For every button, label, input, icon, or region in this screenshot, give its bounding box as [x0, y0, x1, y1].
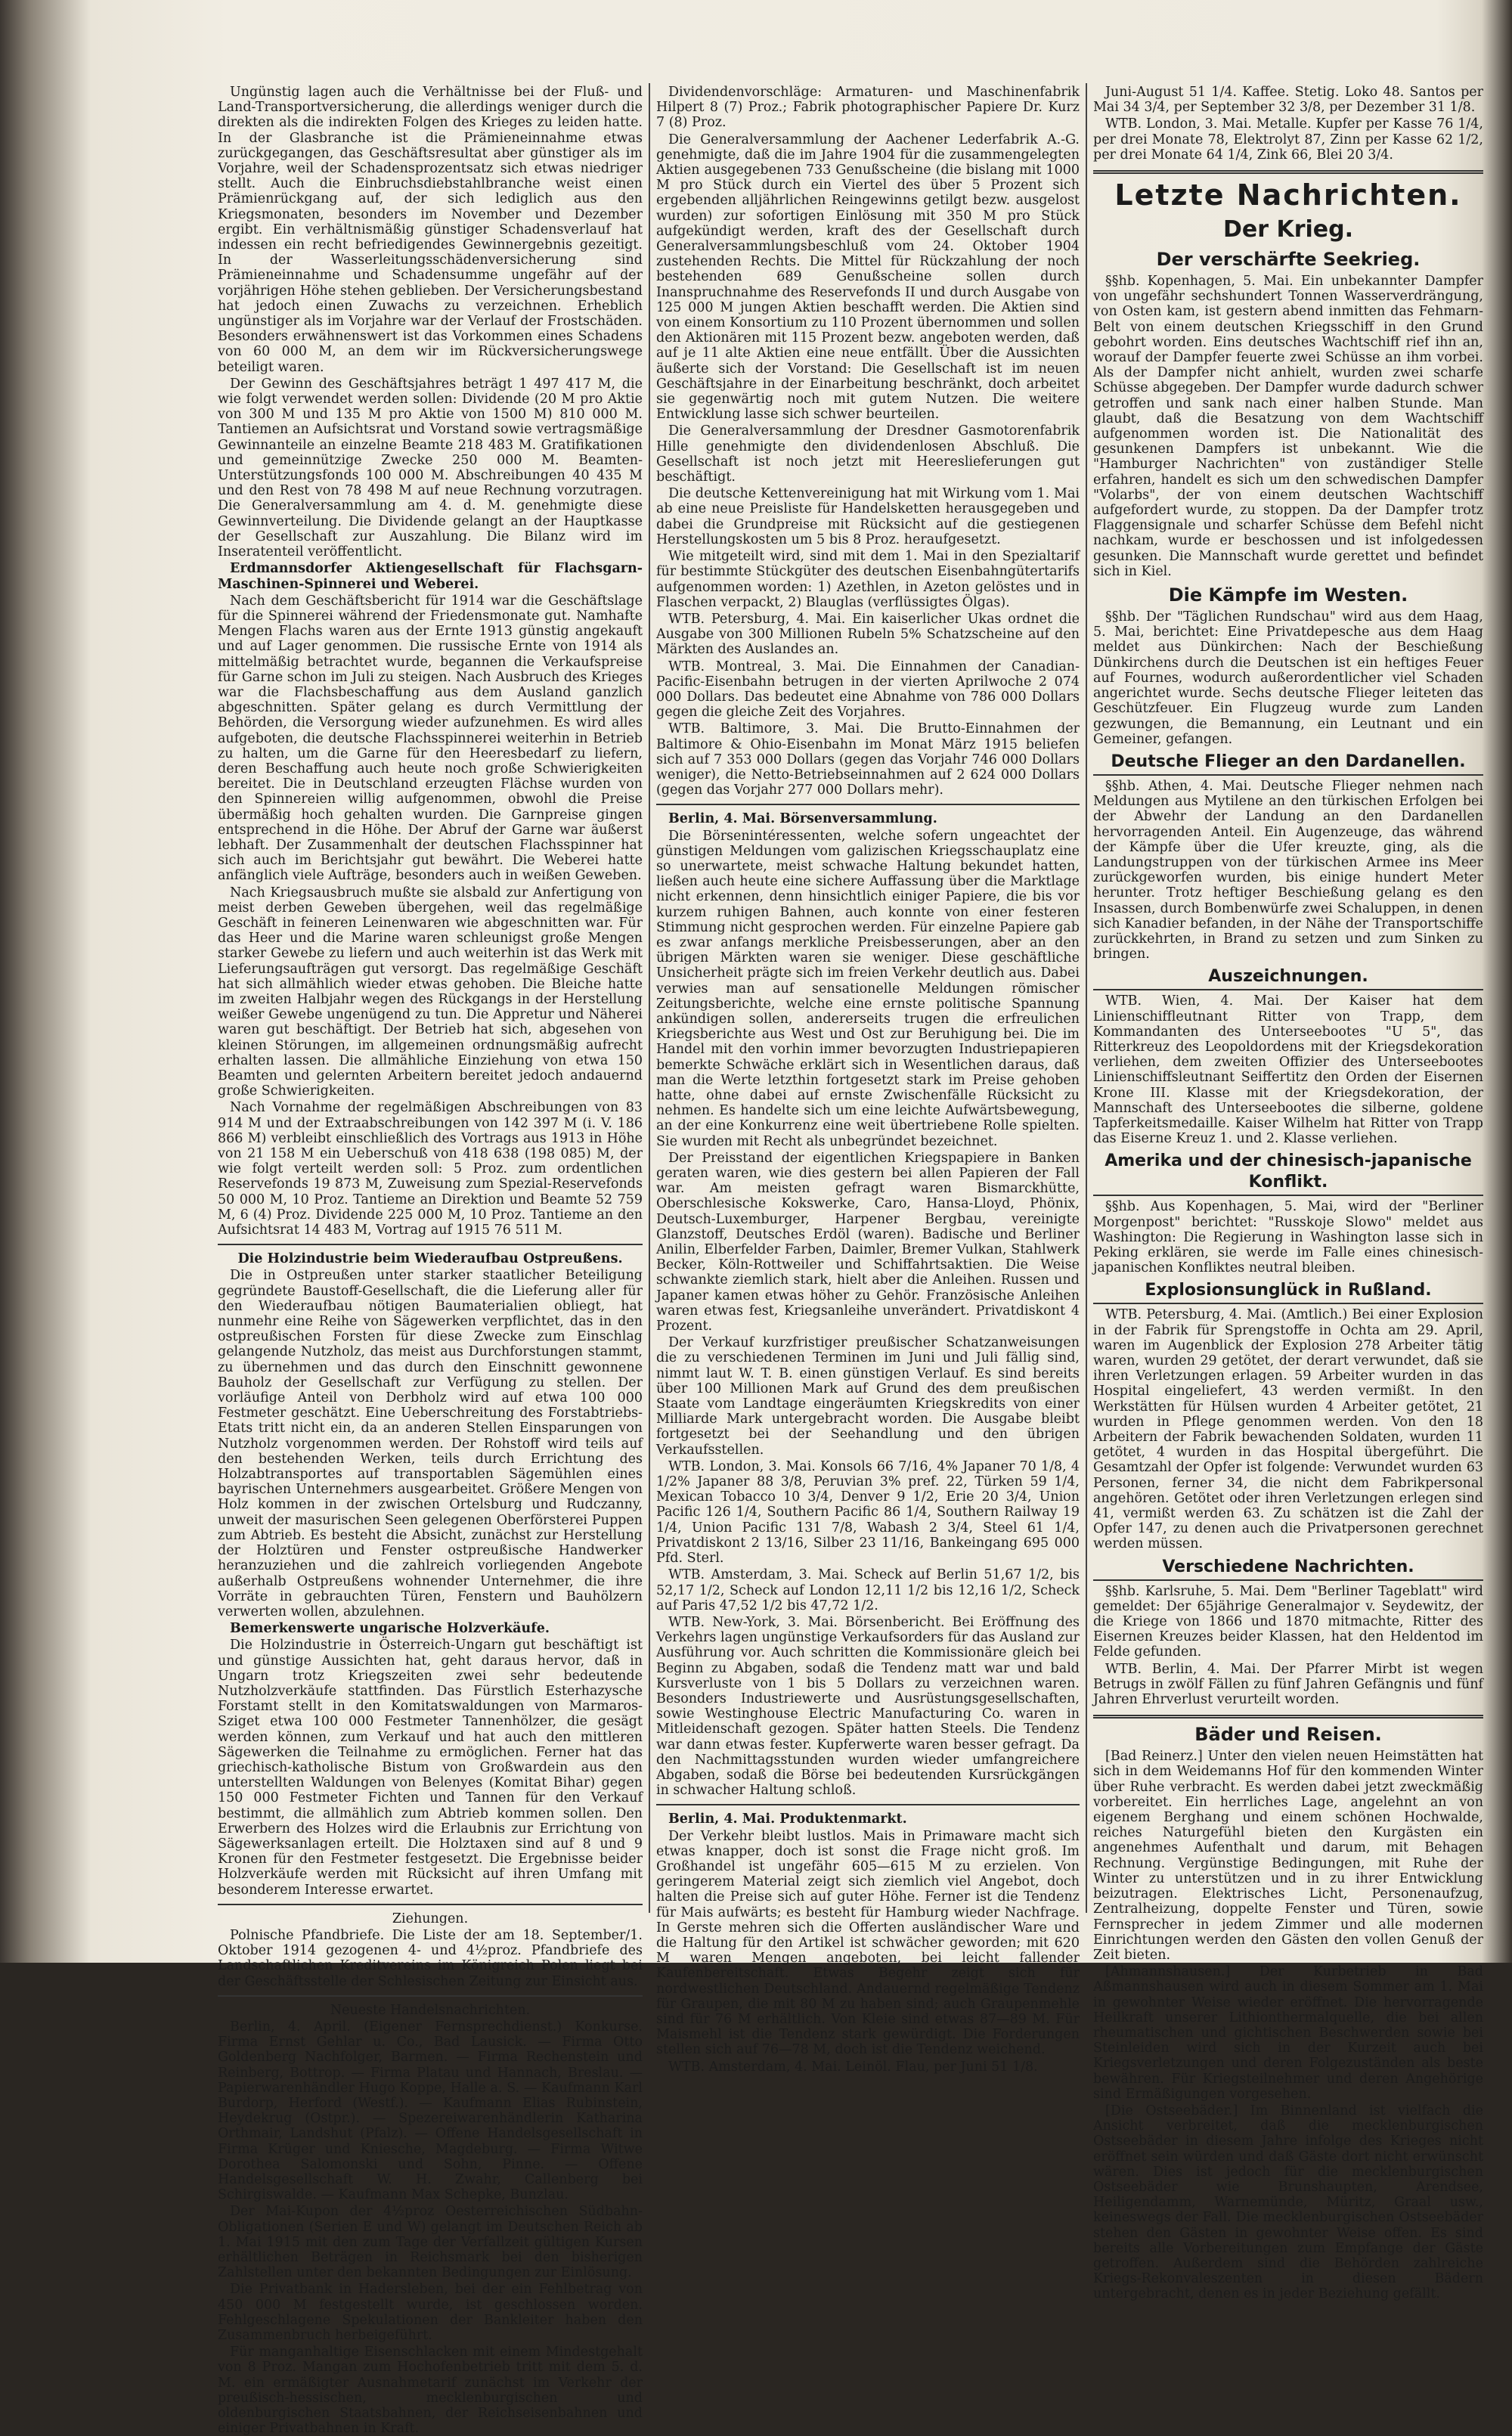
article-paragraph: [Ahmannshausen.] Der Kurbetrieb in Bad Aßmannshausen wird auch in diesem Sommer am 1. Mai in gewohnter Weise wieder eröffnet. Die hervorragende Heilkraft unserer Lithionthermalquelle, die bei allen rheumatischen und gichtischen Beschwerden sowie bei Steinleiden wird sich in der Kurzeit auch bei Kriegsverletzungen und deren Folgezuständen als beste bewähren. Für Kriegsteilnehmer und deren Angehörige sind Ermäßigungen vorgesehen.: [1093, 1964, 1483, 2102]
article-paragraph: Nach dem Geschäftsbericht für 1914 war die Geschäftslage für die Spinnerei während der Friedensmonate gut. Namhafte Mengen Flachs waren aus der Ernte 1913 günstig angekauft und auf Lager genommen. Die russische Ernte von 1914 als mittelmäßig betrachtet wurde, begannen die Verkaufspreise für Garne schon im Juli zu steigen. Nach Ausbruch des Krieges war die Flachsbeschaffung aus dem Ausland ganzlich abgeschnitten. Später gelang es durch Vermittlung der Behörden, die Versorgung wieder aufzunehmen. Es wird alles aufgeboten, die deutsche Flachsspinnerei weiterhin in Betrieb zu halten, um die Garne für den Heeresbedarf zu liefern, deren Beschaffung auch heute noch große Schwierigkeiten bereitet. Die in Deutschland erzeugten Flächse wurden von den Spinnereien willig aufgenommen, obwohl die Preise übermäßig hoch gehalten wurden. Die Garnpreise gingen entsprechend in die Höhe. Der Abruf der Garne war äußerst lebhaft. Der Zusammenhalt der deutschen Flachsspinner hat sich auch im Berichtsjahr gut bewährt. Die Weberei hatte anfänglich viele Aufträge, besonders auch in weißen Geweben.: [218, 593, 643, 884]
article-paragraph: WTB. Montreal, 3. Mai. Die Einnahmen der Canadian-Pacific-Eisenbahn betrugen in der vierten Aprilwoche 2 074 000 Dollars. Das bedeutet eine Abnahme von 786 000 Dollars gegen die gleiche Zeit des Vorjahres.: [656, 659, 1080, 721]
article-paragraph: WTB. New-York, 3. Mai. Börsenbericht. Bei Eröffnung des Verkehrs lagen ungünstige Verkaufsorders für das Ausland zur Ausführung vor. Auch schritten die Kommissionäre gleich bei Beginn zu Abgaben, sodaß die Tendenz matt war und bald Kursverluste von 1 bis 5 Dollars zu verzeichnen waren. Besonders Industriewerte und Ausrüstungsgesellschaften, sowie Westinghouse Electric Manufacturing Co. waren in Mitleidenschaft gezogen. Später hatten Steels. Die Tendenz war dann etwas fester. Kupferwerte waren besser gefragt. Da den Nachmittagsstunden wurden wieder umfangreichere Abgaben, sodaß die Börse bei bedeutenden Kursrückgängen in schwacher Haltung schloß.: [656, 1614, 1080, 1799]
divider: [1093, 1715, 1483, 1719]
divider: [656, 1804, 1080, 1805]
article-paragraph: Die Privatbank in Hadersleben, bei der ein Fehlbetrag von 450 000 M festgestellt wurde, ist geschlossen worden. Fehlgeschlagene Spekulationen der Bankleiter haben den Zusammenbruch herbeigeführt.: [218, 2282, 643, 2344]
section-heading: Verschiedene Nachrichten.: [1093, 1557, 1483, 1581]
article-paragraph: §§hb. Der "Täglichen Rundschau" wird aus dem Haag, 5. Mai, berichtet: Eine Privatdepesche aus dem Haag meldet aus Dünkirchen: Nach der Beschießung Dünkirchens durch die Deutschen ist ein heftiges Feuer auf Fournes, wodurch außerordentlicher viel Schaden angerichtet wurde. Sechs deutsche Flieger leiteten das Geschützfeuer. Ein Flugzeug wurde zum Landen gezwungen, die Bemannung, ein Leutnant und ein Gemeiner, gefangen.: [1093, 609, 1483, 747]
section-heading: Bäder und Reisen.: [1194, 1724, 1382, 1746]
divider: [656, 804, 1080, 805]
section-heading: Deutsche Flieger an den Dardanellen.: [1093, 752, 1483, 776]
article-paragraph: Dividendenvorschläge: Armaturen- und Maschinenfabrik Hilpert 8 (7) Proz.; Fabrik photographischer Papiere Dr. Kurz 7 (8) Proz.: [656, 85, 1080, 131]
divider: [1093, 170, 1483, 174]
section-heading: Berlin, 4. Mai. Börsenversammlung.: [668, 811, 937, 827]
article-paragraph: Für manganhaltige Eisenschlacken mit einem Mindestgehalt von 8 Proz. Mangan zum Hochofenbetrieb tritt mit dem 5. d. M. ein ermäßigter Ausnahmetarif zunächst im Verkehr der preußisch-hessischen, mecklenburgischen und oldenburgischen Staatsbahnen, der Reichseisenbahnen und einiger Privatbahnen in Kraft.: [218, 2345, 643, 2436]
section-title: Letzte Nachrichten.: [1114, 178, 1462, 212]
column-rule: [649, 83, 650, 1913]
article-paragraph: WTB. Berlin, 4. Mai. Der Pfarrer Mirbt ist wegen Betrugs in zwölf Fällen zu fünf Jahren Gefängnis und fünf Jahren Ehrverlust verurteilt worden.: [1093, 1661, 1483, 1708]
column-1: [218, 85, 643, 2436]
article-paragraph: Die in Ostpreußen unter starker staatlicher Beteiligung gegründete Baustoff-Gesellschaft, die die Lieferung aller für den Wiederaufbau nötigen Baumaterialien obliegt, hat nunmehr eine Reihe von Sägewerken verpflichtet, das in den ostpreußischen Forsten für diese Zwecke zum Einschlag gelangende Nutzholz, das meist aus Durchforstungen stammt, zu übernehmen und das durch den Einschnitt gewonnene Bauholz der Gesellschaft zur Verfügung zu stellen. Der vorläufige Anteil von Derbholz wird auf etwa 100 000 Festmeter geschätzt. Eine Ueberschreitung des Forstabtriebs-Etats tritt nicht ein, da an anderen Stellen Einsparungen von Nutzholz vorgenommen werden. Der Rohstoff wird teils auf den bestehenden Werken, teils durch Errichtung des Holzabtransportes auf transportablen Sägemühlen eines bayrischen Unternehmers ausgearbeitet. Größere Mengen von Holz kommen in der zwischen Ortelsburg und Rudczanny, unweit der masurischen Seen gelegenen Oberförsterei Puppen zum Abtrieb. Es besteht die Absicht, zunächst zur Herstellung der Holztüren und Fenster ostpreußische Handwerker heranzuziehen und die zahlreich vorliegenden Angebote außerhalb Ostpreußens wohnender Unternehmer, die ihre Vorräte in gebrauchten Türen, Fenstern und Bauhölzern verwerten wollen, abzulehnen.: [218, 1268, 643, 1619]
article-paragraph: Nach Vornahme der regelmäßigen Abschreibungen von 83 914 M und der Extraabschreibungen von 142 397 M (i. V. 186 866 M) verbleibt einschließlich des Vortrags aus 1913 in Höhe von 21 158 M ein Ueberschuß von 418 638 (198 085) M, der wie folgt verteilt werden soll: 5 Proz. zum ordentlichen Reservefonds 19 873 M, Zuweisung zum Spezial-Reservefonds 50 000 M, 10 Proz. Tantieme an Direktion und Beamte 52 759 M, 6 (4) Proz. Dividende 225 000 M, 10 Proz. Tantieme an den Aufsichtsrat 14 483 M, Vortrag auf 1915 76 511 M.: [218, 1100, 643, 1238]
divider: [218, 1244, 643, 1245]
article-paragraph: WTB. Baltimore, 3. Mai. Die Brutto-Einnahmen der Baltimore & Ohio-Eisenbahn im Monat März 1915 beliefen sich auf 7 353 000 Dollars (gegen das Vorjahr 746 000 Dollars weniger), die Netto-Betriebseinnahmen auf 2 624 000 Dollars (gegen das Vorjahr 277 000 Dollars mehr).: [656, 721, 1080, 798]
article-paragraph: Die Börsenintéressenten, welche sofern ungeachtet der günstigen Meldungen vom galizischen Kriegsschauplatz eine so unerwartete, meist schwache Haltung bekundet hatten, ließen auch heute eine sichere Auffassung über die Marktlage nicht erkennen, denn hinsichtlich einiger Papiere, die bis vor kurzem ruhigen Bahnen, auch konnte von einer festeren Stimmung nicht gesprochen werden. Für einzelne Papiere gab es zwar anfangs merkliche Preisbesserungen, aber an den übrigen Märkten waren sie weniger. Diese geschäftliche Unsicherheit prägte sich im freien Verkehr deutlich aus. Dabei verwies man auf sensationelle Meldungen römischer Zeitungsberichte, welche eine ernste politische Spannung ankündigen sollen, andererseits trugen die erfreulichen Kriegsberichte aus West und Ost zur Beruhigung bei. Die im Handel mit den vorhin immer bevorzugten Industriepapieren bemerkte Schwäche erklärt sich in Wesentlichen daraus, daß man die Werte letzthin fortgesetzt stark im Preise gehoben hatte, ohne dabei auf ernste Zwischenfälle Rücksicht zu nehmen. Es handelte sich um eine leichte Aufwärtsbewegung, an der eine Konkurrenz eine weit übertriebene Rolle spielten. Sie wurden mit Recht als unbegründet bezeichnet.: [656, 828, 1080, 1149]
article-paragraph: Wie mitgeteilt wird, sind mit dem 1. Mai in den Spezialtarif für bestimmte Stückgüter des deutschen Eisenbahngütertarifs aufgenommen worden: 1) Azethlen, in Azeton gelöstes und in Flaschen verpackt, 2) Blauglas (verflüssigtes Ölgas).: [656, 549, 1080, 610]
article-paragraph: Der Verkauf kurzfristiger preußischer Schatzanweisungen die zu verschiedenen Terminen im Juni und Juli fällig sind, nimmt laut W. T. B. einen günstigen Verlauf. Es sind bereits über 100 Millionen Mark auf Grund des dem preußischen Staate vom Landtage eingeräumten Kriegskredits von einer Milliarde Mark untergebracht worden. Die Ausgabe bleibt fortgesetzt bei der Seehandlung und den übrigen Verkaufsstellen.: [656, 1335, 1080, 1458]
section-heading: Die Holzindustrie beim Wiederaufbau Ostpreußens.: [237, 1251, 623, 1267]
article-paragraph: [Bad Reinerz.] Unter den vielen neuen Heimstätten hat sich in dem Weidemanns Hof für den kommenden Winter über Ruhe verbracht. Es werden dabei jetzt zweckmäßig vorbereitet. Ein herrliches Lage, angelehnt an von eigenem Berghang und einem schönen Hochwalde, reiches Naturgefühl bieten den Kurgästen ein angenehmes Aufenthalt und darum, mit Behagen Rechnung. Vergünstige Bedingungen, mit Ruhe der Winter zu unterstützen und in zu ihrer Entwicklung beizutragen. Elektrisches Licht, Personenaufzug, Zentralheizung, doppelte Fenster und Türen, sowie Fernsprecher in jedem Zimmer und alle modernen Einrichtungen werden den Gästen den vollen Genuß der Zeit bieten.: [1093, 1749, 1483, 1963]
article-paragraph: Die Holzindustrie in Österreich-Ungarn gut beschäftigt ist und günstige Aussichten hat, geht daraus hervor, daß in Ungarn trotz Kriegszeiten zwei sehr bedeutende Nutzholzverkäufe stattfinden. Das Fürstlich Esterhazysche Forstamt stellt in den Komitatswaldungen von Marmaros-Sziget etwa 100 000 Festmeter Tannenhölzer, die gesägt werden können, zum Verkauf und hat auch den mittleren Sägewerken die Teilnahme zu ermöglichen. Ferner hat das griechisch-katholische Bistum von Großwardein aus den unterstellten Waldungen von Belenyes (Komitat Bihar) gegen 150 000 Festmeter Fichten und Tannen für den Verkauf bestimmt, die allmählich zum Abtrieb kommen sollen. Den Erwerbern des Holzes wird die Erlaubnis zur Errichtung von Sägewerksanlagen erteilt. Die Holztaxen sind auf 8 und 9 Kronen für den Festmeter festgesetzt. Die Ergebnisse beider Holzverkäufe werden mit Rücksicht auf ihren Umfang mit besonderem Interesse erwartet.: [218, 1638, 643, 1898]
article-paragraph: Die Generalversammlung der Dresdner Gasmotorenfabrik Hille genehmigte den dividendenlosen Abschluß. Die Gesellschaft ist noch jetzt mit Heereslieferungen gut beschäftigt.: [656, 423, 1080, 485]
section-heading: Auszeichnungen.: [1093, 966, 1483, 990]
article-paragraph: Der Gewinn des Geschäftsjahres beträgt 1 497 417 M, die wie folgt verwendet werden sollen: Dividende (20 M pro Aktie von 300 M und 135 M pro Aktie von 1500 M) 810 000 M. Tantiemen an Aufsichtsrat und Vorstand sowie vertragsmäßige Gewinnanteile an einzelne Beamte 218 483 M. Gratifikationen und gemeinnützige Zwecke 250 000 M. Beamten-Unterstützungsfonds 100 000 M. Abschreibungen 40 435 M und den Rest von 78 498 M auf neue Rechnung vorzutragen. Die Generalversammlung am 4. d. M. genehmigte diese Gewinnverteilung. Die Dividende gelangt an der Hauptkasse der Gesellschaft zur Auszahlung. Die Bilanz wird im Inseratenteil veröffentlicht.: [218, 376, 643, 560]
section-heading: Bemerkenswerte ungarische Holzverkäufe.: [230, 1621, 550, 1637]
article-paragraph: §§hb. Kopenhagen, 5. Mai. Ein unbekannter Dampfer von ungefähr sechshundert Tonnen Wasserverdrängung, von Osten kam, ist gestern abend inmitten das Fehmarn-Belt von einem deutschen Kriegsschiff in den Grund gebohrt worden. Eins deutsches Wachtschiff rief ihn an, worauf der Dampfer feuerte zwei Schüsse an ihm vorbei. Als der Dampfer nicht anhielt, wurden zwei scharfe Schüsse abgegeben. Der Dampfer wurde dadurch schwer getroffen und sank nach einer halben Stunde. Man glaubt, daß die Besatzung von dem Wachtschiff aufgenommen worden ist. Die Nationalität des gesunkenen Dampfers ist unbekannt. Wie die "Hamburger Nachrichten" von zuständiger Stelle erfahren, handelt es sich um den schwedischen Dampfer "Volarbs", der von einem deutschen Wachtschiff aufgefordert wurde, zu stoppen. Da der Dampfer trotz Flaggensignale und scharfer Schüsse dem Befehl nicht nachkam, wurde er beschossen und ist infolgedessen gesunken. Die Mannschaft wurde gerettet und befindet sich in Kiel.: [1093, 274, 1483, 579]
article-paragraph: Der Preisstand der eigentlichen Kriegspapiere in Banken geraten waren, wie dies gestern bei allen Papieren der Fall war. Am meisten gefragt waren Bismarckhütte, Oberschlesische Kokswerke, Caro, Hansa-Lloyd, Phönix, Deutsch-Luxemburger, Harpener Bergbau, vereinigte Glanzstoff, Deutsches Erdöl (waren). Badische und Berliner Anilin, Elberfelder Farben, Daimler, Bremer Vulkan, Stahlwerk Becker, Köln-Rottweiler und Schiffahrtsaktien. Die Weise schwankte ziemlich stark, hielt aber die Anleihen. Russen und Japaner kamen etwas höher zu Gehör. Französische Anleihen waren etwas fest, Kriegsanleihe unverändert. Privatdiskont 4 Prozent.: [656, 1150, 1080, 1334]
article-paragraph: §§hb. Athen, 4. Mai. Deutsche Flieger nehmen nach Meldungen aus Mytilene an den türkischen Erfolgen bei der Abwehr der Landung an den Dardanellen hervorragenden Anteil. Ein Augenzeuge, das während der Kämpfe über die Ufer kreuzte, ging, als die Landungstruppen von der türkischen Armee ins Meer zurückgeworfen wurden, bis einige hundert Meter herunter. Trotz heftiger Beschießung gelang es den Insassen, durch Bombenwürfe zwei Schaluppen, in denen sich Kanadier befanden, in der Nähe der Transportschiffe zurückkehrten, in Brand zu setzen und zum Sinken zu bringen.: [1093, 778, 1483, 962]
section-heading: Neueste Handelsnachrichten.: [330, 2002, 531, 2018]
article-paragraph: WTB. London, 3. Mai. Konsols 66 7/16, 4% Japaner 70 1/8, 4 1/2% Japaner 88 3/8, Peruvian 3% pref. 22, Türken 59 1/4, Mexican Tobacco 10 3/4, Denver 9 1/2, Erie 20 3/4, Union Pacific 126 1/4, Southern Pacific 86 1/4, Southern Railway 19 1/4, Union Pacific 131 7/8, Wabash 2 3/4, Steel 61 1/4, Privatdiskont 2 13/16, Silber 23 11/16, Bankeingang 695 000 Pfd. Sterl.: [656, 1458, 1080, 1567]
article-paragraph: Die deutsche Kettenvereinigung hat mit Wirkung vom 1. Mai ab eine neue Preisliste für Handelsketten herausgegeben und dabei die Grundpreise mit Rücksicht auf die gestiegenen Herstellungskosten um 5 bis 8 Proz. heraufgesetzt.: [656, 486, 1080, 547]
article-paragraph: [Die Ostseebäder.] Im Binnenland ist vielfach die Ansicht verbreitet, daß die mecklenburgischen Ostseebäder in diesem Jahre infolge des Krieges nicht eröffnet sein würden und daß Gäste dort nicht erwünscht wären. Dies ist jedoch für die mecklenburgischen Ostseebäder wie Brunshaupten, Arendsee, Heiligendamm, Warnemünde, Müritz, Graal usw., keineswegs der Fall. Die mecklenburgischen Ostseebäder stehen den Gästen in gewohnter Weise offen. Es sind bereits alle Vorbereitungen zum Empfange der Gäste getroffen. Außerdem sind die Behörden zahlreiche Kriegs-Rekonvaleszenten in diesen Bädern untergebracht, denen es in jeder Beziehung gefällt.: [1093, 2103, 1483, 2302]
article-paragraph: WTB. London, 3. Mai. Metalle. Kupfer per Kasse 76 1/4, per drei Monate 78, Elektrolyt 87, Zinn per Kasse 62 1/2, per drei Monate 64 1/4, Zink 66, Blei 20 3/4.: [1093, 116, 1483, 163]
section-heading: Der verschärfte Seekrieg.: [1156, 249, 1421, 271]
divider: [218, 1995, 643, 1997]
article-paragraph: WTB. Amsterdam, 3. Mai. Scheck auf Berlin 51,67 1/2, bis 52,17 1/2, Scheck auf London 12,11 1/2 bis 12,16 1/2, Scheck auf Paris 47,52 1/2 bis 47,72 1/2.: [656, 1567, 1080, 1613]
section-heading: Berlin, 4. Mai. Produktenmarkt.: [668, 1812, 907, 1827]
section-heading: Explosionsunglück in Rußland.: [1093, 1280, 1483, 1304]
article-paragraph: Der Verkehr bleibt lustlos. Mais in Primaware macht sich etwas knapper, doch ist sonst die Frage nicht groß. Im Großhandel ist ungefähr 605—615 M zu erzielen. Von geringerem Material zeigt sich ziemlich viel Angebot, doch halten die Preise sich auf guter Höhe. Ferner ist die Tendenz für Mais aufwärts; es besteht für Hamburg wieder Nachfrage. In Gerste mehren sich die Offerten ausländischer Ware und die Haltung für den Artikel ist schwächer geworden; mit 620 M waren Mengen angeboten, bei leicht fallender Kaufenbereitschaft. Etwas Begehr zeigt sich für nordwestlichen Deutschland. Andauernd regelmäßige Tendenz für Graupen, die mit 80 M zu haben sind; auch Graupenmehle sind für 76 M erhältlich. Von Kleie sind etwas 87—89 M. Für Maismehl ist die Tendenz stark gewürdigt. Die Forderungen stellen sich auf 76—78 M, doch ist die Tendenz weichend.: [656, 1828, 1080, 2058]
article-paragraph: Der Mai-Kupon der 4½proz Oesterreichischen Südbahn-Obligationen (Serien E und W) gelangt im Deutschen Reich ab 1. Mai 1915 mit den zum Tage der Verfallzeit gültigen Kursen erhältlichen Beträgen in Reichsmark bei den bisherigen Zahlstellen unter den bekannten Bedingungen zur Einlösung.: [218, 2204, 643, 2281]
article-paragraph: WTB. Petersburg, 4. Mai. Ein kaiserlicher Ukas ordnet die Ausgabe von 300 Millionen Rubeln 5% Schatzscheine auf den Märkten des Auslandes an.: [656, 611, 1080, 658]
section-heading: Amerika und der chinesisch-japanische Konflikt.: [1093, 1151, 1483, 1196]
column-3: [1093, 85, 1483, 2302]
article-paragraph: Ungünstig lagen auch die Verhältnisse bei der Fluß- und Land-Transportversicherung, die allerdings weniger durch die direkten als die indirekten Folgen des Krieges zu leiden hatte. In der Glasbranche ist die Prämieneinnahme etwas zurückgegangen, das Geschäftsresultat aber günstiger als im Vorjahre, weil der Schadensprozentsatz sich etwas niedriger stellt. Auch die Einbruchsdiebstahlbranche weist einen Prämienrückgang auf, der sich lediglich aus den Kriegsmonaten, besonders im November und Dezember ergibt. Ein verhältnismäßig günstiger Schadensverlauf hat indessen ein recht befriedigendes Gewinnergebnis gezeitigt. In der Wasserleitungsschädenversicherung sind Prämieneinnahme und Schadensumme ungefähr auf der vorjährigen Höhe stehen geblieben. Der Versicherungsbestand hat jedoch einen Zuwachs zu verzeichnen. Erheblich ungünstiger als im Vorjahre war der Verlauf der Frostschäden. Besonders erwähnenswert ist das Vorkommen eines Schadens von 60 000 M, an dem wir im Rückversicherungswege beteiligt waren.: [218, 85, 643, 375]
article-paragraph: Nach Kriegsausbruch mußte sie alsbald zur Anfertigung von meist derben Geweben übergehen, weil das regelmäßige Geschäft in feineren Leinenwaren wie abgeschnitten war. Für das Heer und die Marine waren schleunigst große Mengen starker Gewebe zu liefern und auch weiterhin ist das Werk mit Lieferungsaufträgen gut versorgt. Das regelmäßige Geschäft hat sich allmählich wieder etwas gehoben. Die Bleiche hatte im zweiten Halbjahr wegen des Rückgangs in der Herstellung weißer Gewebe ungenügend zu tun. Die Appretur und Näherei waren gut beschäftigt. Der Betrieb hat sich, abgesehen von kleinen Störungen, im allgemeinen ordnungsmäßig aufrecht erhalten lassen. Die allmähliche Einziehung von etwa 150 Beamten und gelernten Arbeitern bereitet jedoch andauernd große Schwierigkeiten.: [218, 885, 643, 1099]
article-paragraph: Juni-August 51 1/4. Kaffee. Stetig. Loko 48. Santos per Mai 34 3/4, per September 32 3/8, per Dezember 31 1/8.: [1093, 85, 1483, 116]
section-heading: Ziehungen.: [392, 1911, 469, 1926]
section-heading: Erdmannsdorfer Aktiengesellschaft für Flachsgarn-Maschinen-Spinnerei und Weberei.: [218, 561, 643, 592]
section-heading: Der Krieg.: [1222, 216, 1354, 243]
article-paragraph: Die Generalversammlung der Aachener Lederfabrik A.-G. genehmigte, daß die im Jahre 1904 für die zusammengelegten Aktien ausgegebenen 733 Genußscheine (die bislang mit 1000 M pro Stück durch ein Viertel des über 5 Prozent sich ergebenden alljährlichen Reingewinns getilgt bezw. ausgelost wurden) zur sofortigen Einlösung mit 350 M pro Stück aufgekündigt werden, kraft des der Gesellschaft durch Generalversammlungsbeschluß vom 24. Oktober 1904 zustehenden Rechts. Die Mittel für Rückzahlung der noch bestehenden 689 Genußscheine sollen durch Inanspruchnahme des Reservefonds II und durch Ausgabe von 125 000 M jungen Aktien beschafft werden. Die Aktien sind von einem Konsortium zu 110 Prozent übernommen und sollen den Aktionären mit 115 Prozent bezw. angeboten werden, daß auf je 11 alte Aktien eine neue entfällt. Über die Aussichten äußerte sich der Vorstand: Die Gesellschaft ist im neuen Geschäftsjahre in der Einarbeitung beschränkt, doch arbeitet sie gegenwärtig noch mit gutem Nutzen. Die weitere Entwicklung lasse sich schwer beurteilen.: [656, 132, 1080, 423]
article-paragraph: WTB. Petersburg, 4. Mai. (Amtlich.) Bei einer Explosion in der Fabrik für Sprengstoffe in Ochta am 29. April, waren im Augenblick der Explosion 278 Arbeiter tätig waren, wurden 29 getötet, der derart verwundet, daß sie ihren Verletzungen erlagen. 59 Arbeiter wurden in das Hospital eingeliefert, 43 werden vermißt. In den Werkstätten für Hülsen wurden 4 Arbeiter getötet, 21 wurden in Pflege genommen werden. Von den 18 Arbeitern der Fabrik bewachenden Soldaten, wurden 11 getötet, 4 wurden in das Hospital übergeführt. Die Gesamtzahl der Opfer ist folgende: Verwundet wurden 63 Personen, ferner 34, die nicht dem Fabrikpersonal angehören. Getötet oder ihren Verletzungen erlegen sind 41, vermißt werden 63. Zu schätzen ist die Zahl der Opfer 147, zu denen auch die Privatpersonen gerechnet werden müssen.: [1093, 1307, 1483, 1552]
article-paragraph: Polnische Pfandbriefe. Die Liste der am 18. September/1. Oktober 1914 gezogenen 4- und 4½proz. Pfandbriefe des Landschaftlichen Kreditvereins im Königreich Polen liegt bei der Geschäftsstelle der Schlesischen Zeitung zur Einsicht aus.: [218, 1927, 643, 1989]
article-paragraph: WTB. Wien, 4. Mai. Der Kaiser hat dem Linienschiffleutnant Ritter von Trapp, dem Kommandanten des Unterseebootes "U 5", das Ritterkreuz des Leopoldordens mit der Kriegsdekoration verliehen, dem zweiten Offizier des Unterseebootes Linienschiffsleutnant Seiffertitz den Orden der Eisernen Krone III. Klasse mit der Kriegsdekoration, der Mannschaft des Unterseebootes die silberne, goldene Tapferkeitsmedaille. Kaiser Wilhelm hat Ritter von Trapp das Eiserne Kreuz 1. und 2. Klasse verliehen.: [1093, 993, 1483, 1147]
column-2: [656, 85, 1080, 2075]
section-heading: Die Kämpfe im Westen.: [1168, 584, 1408, 606]
article-paragraph: Berlin, 4. April. (Eigener Fernsprechdienst.) Konkurse. Firma Ernst Gehlar u. Co., Bad Lausick. — Firma Otto Goldenberg Nachfolger, Barmen. — Firma Rechenstein und Reinberg, Bottrop. — Firma Platau und Hannach, Breslau. — Papierwarenhändler Hugo Koppe, Halle a. S. — Kaufmann Karl Burdorp, Herford (Westf.). — Kaufmann Elias Rubinstein, Heydekrug (Ostpr.). — Spezereiwarenhändlerin Katharina Orthmair, Landshut (Pfalz). — Offene Handelsgesellschaft in Firma Krüger und Kniesche, Magdeburg. — Firma Witwe Dorothea Salomonski und Sohn, Pinne. — Offene Handelsgesellschaft W. H. Zwahr, Callenberg bei Schirgiswalde. — Kaufmann Max Schepke, Bunzlau.: [218, 2019, 643, 2203]
article-paragraph: §§hb. Karlsruhe, 5. Mai. Dem "Berliner Tageblatt" wird gemeldet: Der 65jährige Generalmajor v. Seydewitz, der die Kriege von 1866 und 1870 mitmachte, Ritter des Eisernen Kreuzes beider Klassen, hat den Heldentod im Felde gefunden.: [1093, 1583, 1483, 1660]
article-paragraph: §§hb. Aus Kopenhagen, 5. Mai, wird der "Berliner Morgenpost" berichtet: "Russkoje Slowo" meldet aus Washington: Die Regierung in Washington lasse sich in Peking erklären, sie werde im Falle eines chinesisch-japanischen Konfliktes neutral bleiben.: [1093, 1199, 1483, 1276]
column-rule: [1086, 83, 1087, 1913]
article-paragraph: WTB. Amsterdam, 4. Mai. Leinöl. Flau, per Juni 51 1/8.: [668, 2059, 1038, 2075]
divider: [218, 1904, 643, 1905]
